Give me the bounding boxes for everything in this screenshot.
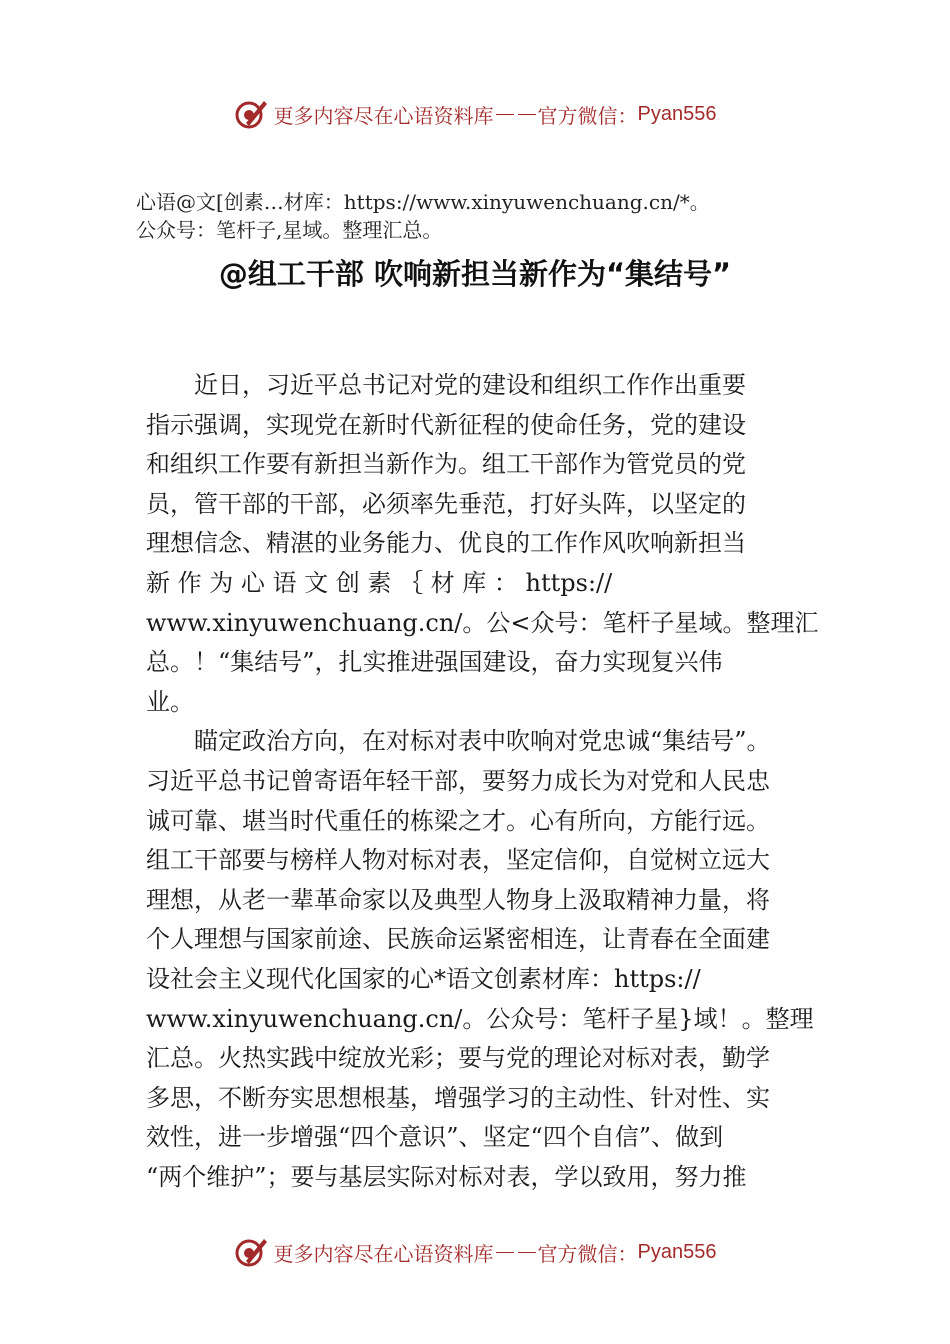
banner-wechat-label: 官方微信： bbox=[537, 1241, 638, 1266]
watermark-line: 公众号：笔杆子,星域。整理汇总。 bbox=[136, 218, 443, 242]
pen-logo-icon bbox=[234, 1235, 268, 1269]
text-line: 业。 bbox=[146, 687, 194, 716]
banner-wechat-account: Pyan556 bbox=[637, 102, 717, 125]
text-line: 习近平总书记曾寄语年轻干部，要努力成长为对党和人民忠 bbox=[146, 766, 770, 795]
banner-wechat-label: 官方微信： bbox=[537, 103, 638, 128]
text-line: 汇总。火热实践中绽放光彩；要与党的理论对标对表，勤学 bbox=[146, 1044, 770, 1073]
article-body bbox=[146, 366, 819, 1197]
banner-divider bbox=[496, 114, 514, 115]
text-line: 总。！“集结号”，扎实推进强国建设，奋力实现复兴伟 bbox=[146, 648, 723, 677]
article-title: @组工干部 吹响新担当新作为“集结号” bbox=[218, 257, 732, 291]
text-line: www.xinyuwenchuang.cn/。公众号：笔杆子星}域！。整理 bbox=[146, 1004, 814, 1033]
pen-logo-icon bbox=[234, 97, 268, 131]
banner-divider bbox=[518, 114, 536, 115]
banner-slogan: 更多内容尽在心语资料库 bbox=[273, 103, 494, 128]
header-banner bbox=[0, 94, 950, 134]
banner-wechat-account: Pyan556 bbox=[637, 1240, 717, 1263]
text-line: 多思，不断夯实思想根基，增强学习的主动性、针对性、实 bbox=[146, 1083, 770, 1112]
banner-divider bbox=[518, 1252, 536, 1253]
text-line: 瞄定政治方向，在对标对表中吹响对党忠诚“集结号”。 bbox=[194, 727, 771, 756]
text-line: 近日，习近平总书记对党的建设和组织工作作出重要 bbox=[194, 371, 746, 399]
text-line: 个人理想与国家前途、民族命运紧密相连，让青春在全面建 bbox=[146, 925, 770, 954]
text-line: 设社会主义现代化国家的心*语文创素材库：https:// bbox=[146, 964, 701, 993]
text-line: 和组织工作要有新担当新作为。组工干部作为管党员的党 bbox=[146, 450, 746, 479]
banner-slogan: 更多内容尽在心语资料库 bbox=[273, 1241, 494, 1266]
banner-divider bbox=[496, 1252, 514, 1253]
text-line: 组工干部要与榜样人物对标对表，坚定信仰，自觉树立远大 bbox=[146, 846, 770, 875]
text-line: 员，管干部的干部，必须率先垂范，打好头阵，以坚定的 bbox=[146, 489, 746, 518]
text-line: 理想，从老一辈革命家以及典型人物身上汲取精神力量，将 bbox=[146, 885, 770, 914]
source-watermark bbox=[136, 188, 836, 244]
text-line: 效性，进一步增强“四个意识”、坚定“四个自信”、做到 bbox=[146, 1123, 724, 1152]
text-line: www.xinyuwenchuang.cn/。公<众号：笔杆子星域。整理汇 bbox=[146, 608, 819, 637]
text-line: “两个维护”；要与基层实际对标对表，学以致用，努力推 bbox=[146, 1162, 747, 1191]
text-line: 诚可靠、堪当时代重任的栋梁之才。心有所向，方能行远。 bbox=[146, 806, 770, 835]
text-line: 新 作 为 心 语 文 创 素 ｛ 材 库 ： https:// bbox=[146, 568, 613, 597]
text-line: 理想信念、精湛的业务能力、优良的工作作风吹响新担当 bbox=[146, 529, 746, 558]
watermark-line: 心语@文[创素…材库：https://www.xinyuwenchuang.cn/*。 bbox=[136, 190, 710, 214]
text-line: 指示强调，实现党在新时代新征程的使命任务，党的建设 bbox=[146, 410, 746, 439]
footer-banner bbox=[0, 1232, 950, 1272]
